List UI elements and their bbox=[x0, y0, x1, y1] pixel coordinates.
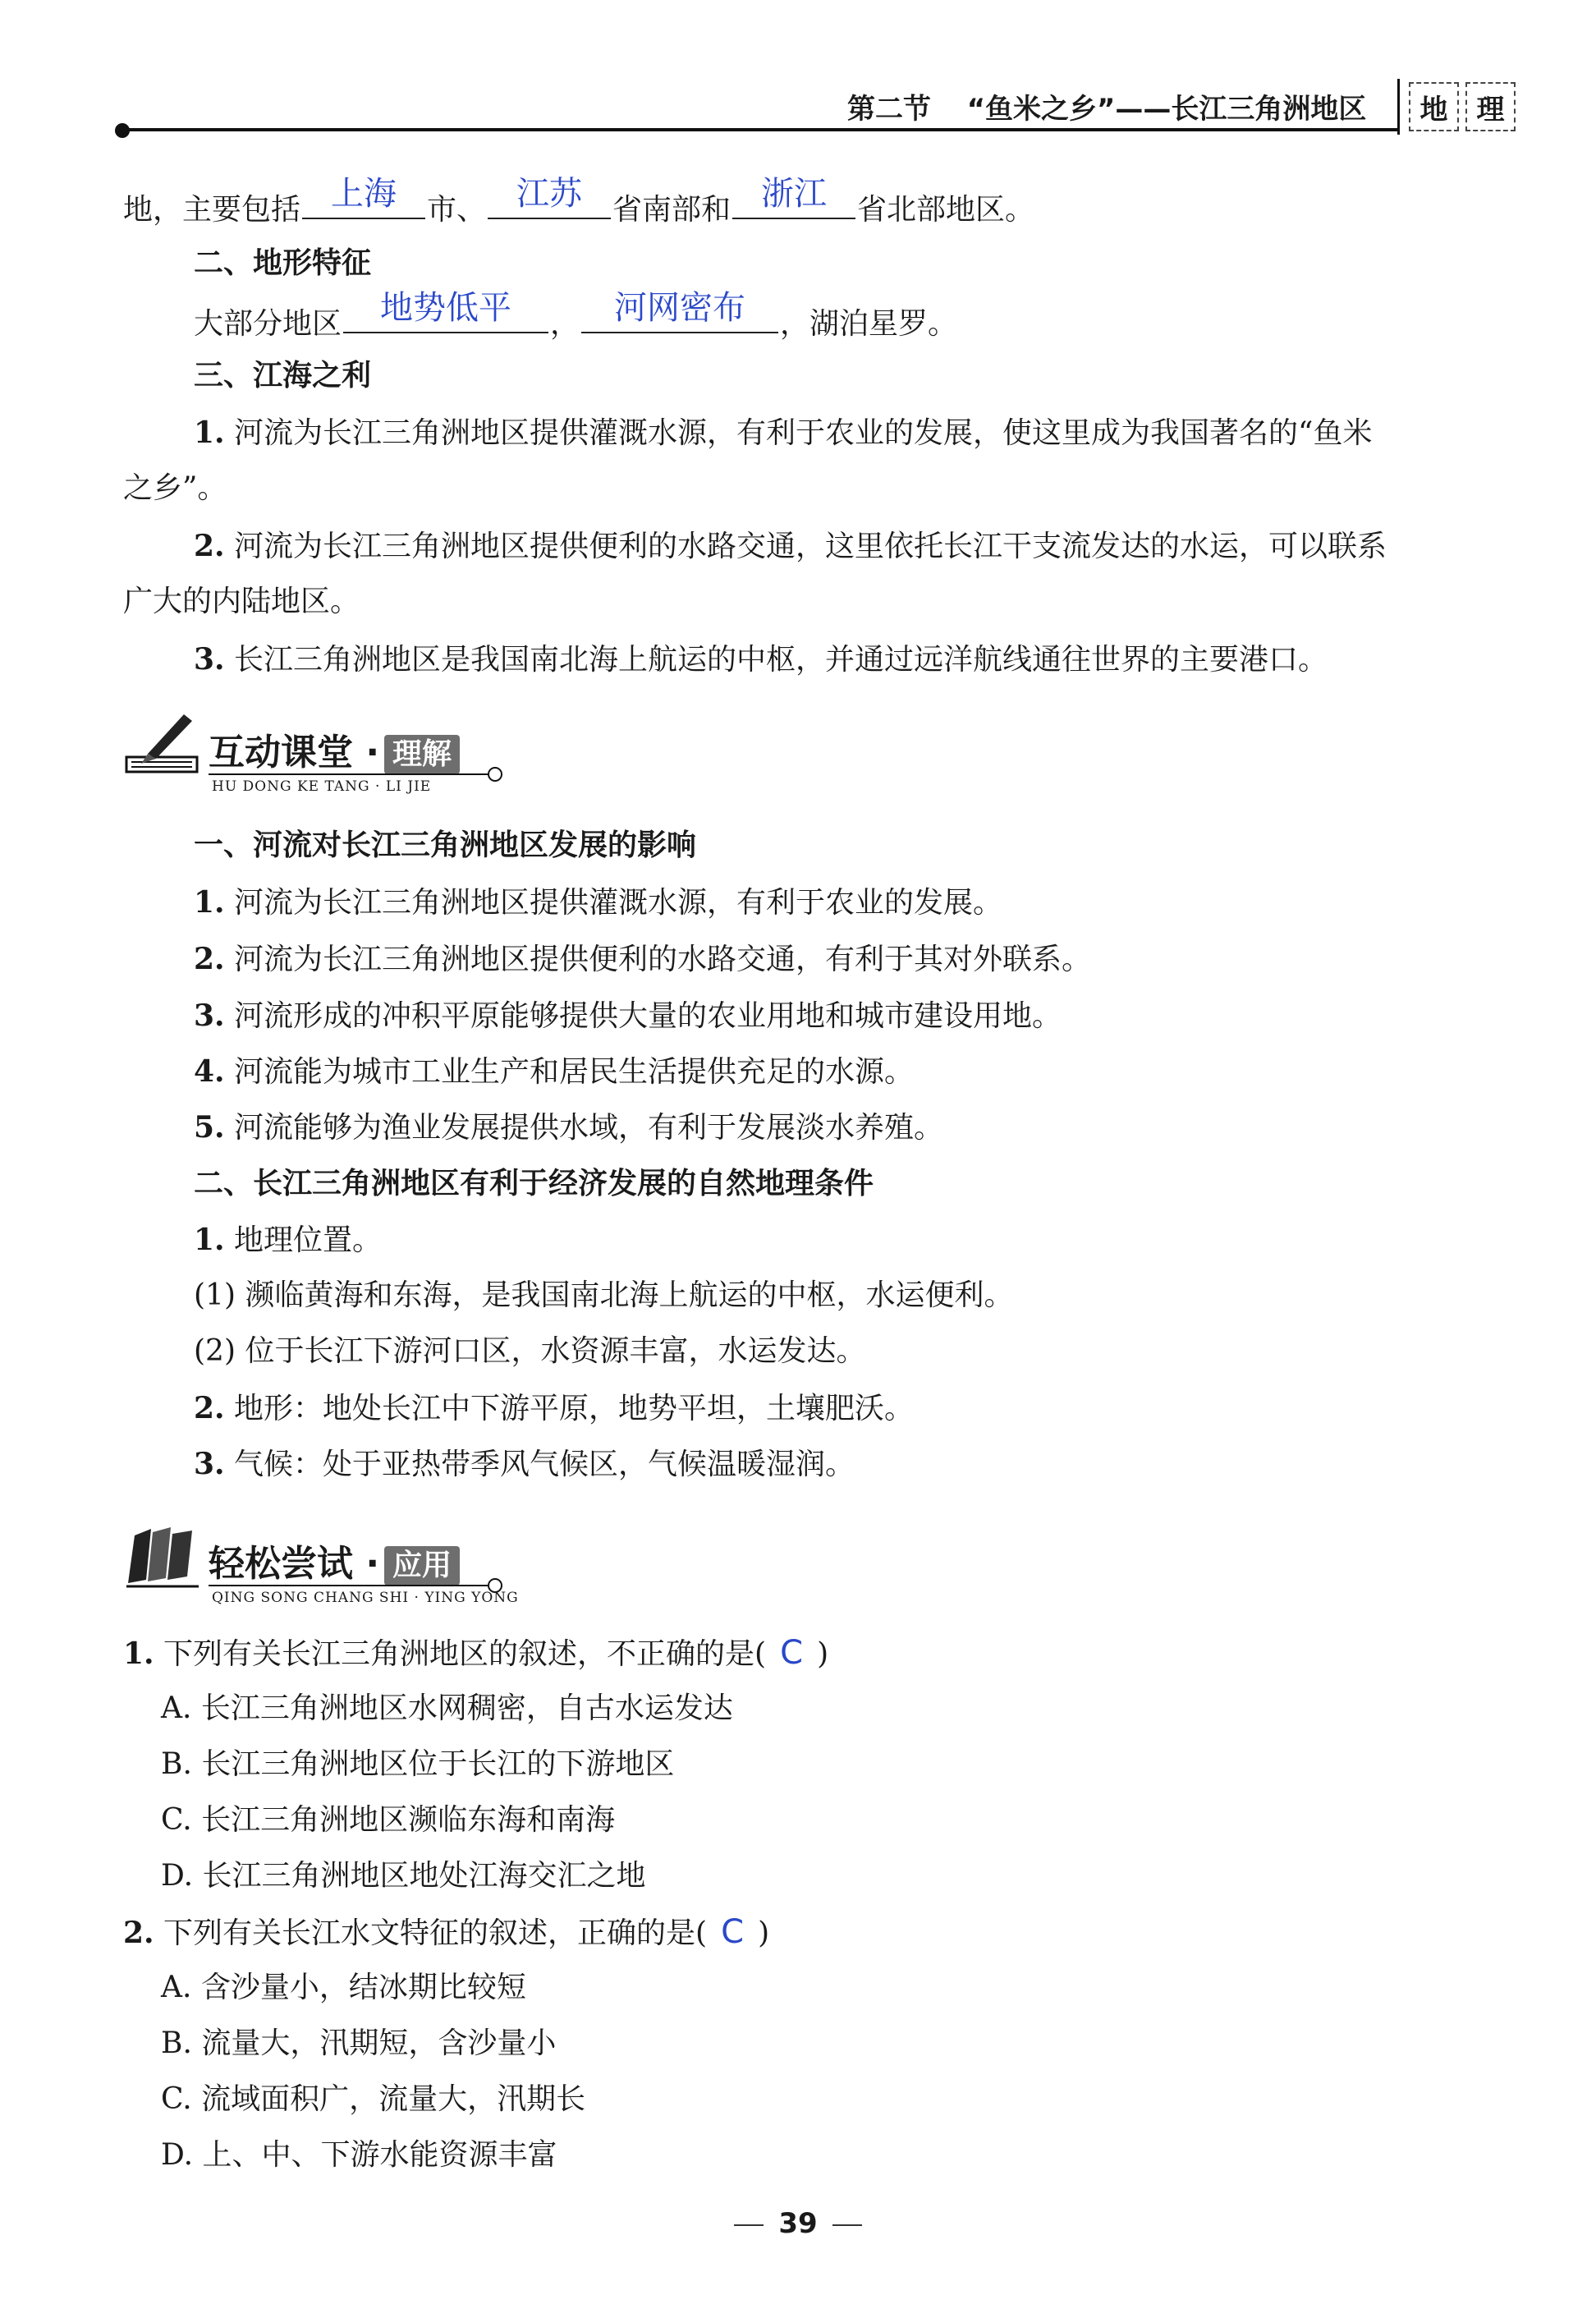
answer-blank bbox=[343, 289, 548, 333]
subject-char: 地 bbox=[1409, 82, 1459, 131]
banner-rule bbox=[209, 773, 488, 775]
answer-text: 上海 bbox=[331, 175, 397, 213]
header-rule bbox=[120, 128, 1397, 131]
list-item-continued: 之乡”。 bbox=[123, 471, 227, 505]
subject-char: 理 bbox=[1465, 82, 1516, 131]
section-banner-hudong bbox=[123, 706, 509, 795]
list-item: 5. 河流能够为渔业发展提供水域，有利于发展淡水养殖。 bbox=[194, 1110, 944, 1145]
banner-ring bbox=[488, 767, 502, 782]
banner-title: 轻松尝试 · bbox=[209, 1543, 380, 1585]
option: C. 长江三角洲地区濒临东海和南海 bbox=[161, 1803, 616, 1837]
option: B. 流量大，汛期短，含沙量小 bbox=[161, 2026, 557, 2060]
header-title: “鱼米之乡”——长江三角洲地区 bbox=[966, 93, 1367, 126]
option: D. 上、中、下游水能资源丰富 bbox=[161, 2138, 557, 2172]
header-separator bbox=[1397, 79, 1400, 135]
banner-subtitle: QING SONG CHANG SHI · YING YONG bbox=[212, 1590, 519, 1606]
answer-text: 浙江 bbox=[761, 175, 828, 213]
section-heading: 二、地形特征 bbox=[194, 246, 372, 280]
section-banner-qingsong bbox=[123, 1517, 519, 1606]
option: B. 长江三角洲地区位于长江的下游地区 bbox=[161, 1747, 675, 1781]
books-icon bbox=[123, 1517, 205, 1599]
list-item: 4. 河流能为城市工业生产和居民生活提供充足的水源。 bbox=[194, 1054, 915, 1089]
option: D. 长江三角洲地区地处江海交汇之地 bbox=[161, 1859, 646, 1893]
answer-blank bbox=[488, 175, 611, 219]
list-item: (1) 濒临黄海和东海，是我国南北海上航运的中枢，水运便利。 bbox=[194, 1278, 1014, 1312]
pen-icon bbox=[123, 706, 205, 788]
section-heading: 三、江海之利 bbox=[194, 359, 372, 392]
list-item: 3. 长江三角洲地区是我国南北海上航运的中枢，并通过远洋航线通往世界的主要港口。 bbox=[194, 642, 1328, 677]
list-item: 3. 气候：处于亚热带季风气候区，气候温暖湿润。 bbox=[194, 1447, 855, 1481]
banner-tag: 理解 bbox=[384, 735, 460, 774]
list-item-continued: 广大的内陆地区。 bbox=[123, 585, 360, 618]
answer-blank bbox=[302, 175, 425, 219]
section-heading: 一、河流对长江三角洲地区发展的影响 bbox=[194, 828, 697, 862]
section-heading: 二、长江三角洲地区有利于经济发展的自然地理条件 bbox=[194, 1167, 874, 1200]
answer-text: 地势低平 bbox=[380, 289, 512, 327]
option: A. 长江三角洲地区水网稠密，自古水运发达 bbox=[161, 1691, 733, 1725]
banner-rule bbox=[209, 1585, 488, 1586]
list-item: 3. 河流形成的冲积平原能够提供大量的农业用地和城市建设用地。 bbox=[194, 998, 1062, 1033]
list-item: 1. 河流为长江三角洲地区提供灌溉水源，有利于农业的发展，使这里成为我国著名的“鱼米 bbox=[194, 415, 1373, 450]
list-item: 1. 河流为长江三角洲地区提供灌溉水源，有利于农业的发展。 bbox=[194, 885, 1003, 920]
header-section: 第二节 bbox=[847, 93, 931, 126]
answer-blank bbox=[732, 175, 855, 219]
running-header bbox=[847, 86, 1366, 126]
answer-choice: C bbox=[721, 1913, 745, 1951]
question-stem: 2. 下列有关长江水文特征的叙述，正确的是( C ) bbox=[123, 1913, 770, 1951]
answer-text: 河网密布 bbox=[614, 289, 746, 327]
page-number: 39 bbox=[0, 2207, 1596, 2240]
list-item: 2. 地形：地处长江中下游平原，地势平坦，土壤肥沃。 bbox=[194, 1391, 915, 1425]
banner-subtitle: HU DONG KE TANG · LI JIE bbox=[212, 778, 432, 795]
option: A. 含沙量小，结冰期比较短 bbox=[161, 1971, 526, 2004]
list-item: 2. 河流为长江三角洲地区提供便利的水路交通，有利于其对外联系。 bbox=[194, 942, 1092, 976]
answer-choice: C bbox=[780, 1634, 804, 1672]
intro-line: 地，主要包括 上海 市、 江苏 省南部和 浙江 省北部地区。 bbox=[123, 175, 1035, 227]
option: C. 流域面积广，流量大，汛期长 bbox=[161, 2082, 586, 2116]
question-stem: 1. 下列有关长江三角洲地区的叙述，不正确的是( C ) bbox=[123, 1634, 829, 1672]
list-item: 2. 河流为长江三角洲地区提供便利的水路交通，这里依托长江干支流发达的水运，可以联系 bbox=[194, 529, 1387, 563]
list-item: 1. 地理位置。 bbox=[194, 1223, 383, 1257]
answer-text: 江苏 bbox=[516, 175, 583, 213]
answer-blank bbox=[581, 289, 778, 333]
list-item: (2) 位于长江下游河口区，水资源丰富，水运发达。 bbox=[194, 1334, 866, 1368]
banner-tag: 应用 bbox=[384, 1546, 460, 1586]
terrain-line: 大部分地区 地势低平 ， 河网密布 ，湖泊星罗。 bbox=[194, 289, 958, 341]
subject-label bbox=[1409, 82, 1516, 131]
banner-title: 互动课堂 · bbox=[209, 732, 380, 773]
